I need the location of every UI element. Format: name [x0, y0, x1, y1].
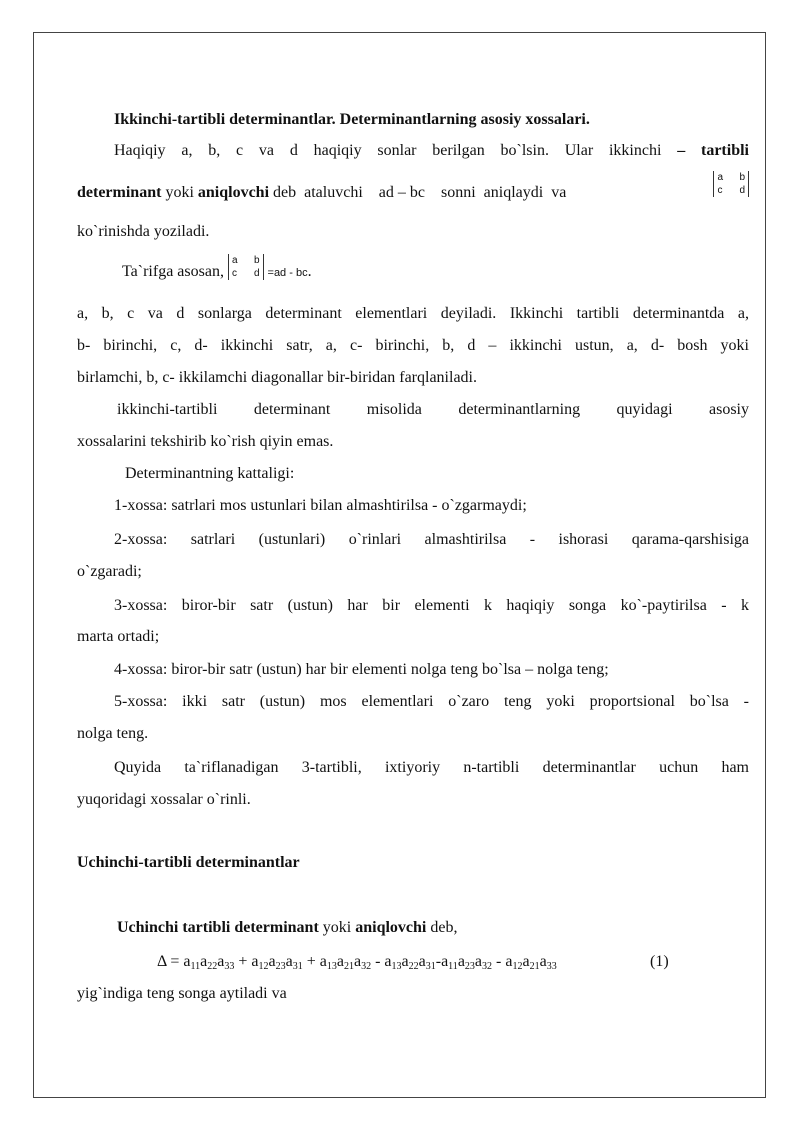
formula-term: a: [336, 953, 344, 970]
formula-subscript: 31: [425, 961, 436, 972]
property-5: 5-xossa: ikki satr (ustun) mos elementlari o`zaro teng yoki proportsional bo`lsa -: [114, 693, 749, 710]
section-heading-2: Uchinchi-tartibli determinantlar: [77, 854, 300, 871]
definition-line-2: Uchinchi tartibli determinant yoki aniqlovchi deb,: [117, 919, 458, 936]
formula-subscript: 11: [190, 961, 201, 972]
property-3-cont: marta ortadi;: [77, 628, 160, 645]
paragraph-line: Haqiqiy a, b, c va d haqiqiy sonlar berilgan bo`lsin. Ular ikkinchi – tartibli: [114, 142, 749, 159]
formula-term: a: [539, 953, 547, 970]
formula-term: + a: [302, 953, 327, 970]
property-5-cont: nolga teng.: [77, 725, 149, 742]
formula-term: a: [401, 953, 409, 970]
paragraph-line: xossalarini tekshirib ko`rish qiyin emas.: [77, 433, 334, 450]
paragraph-line: determinant yoki aniqlovchi deb ataluvchi ad – bc sonni aniqlaydi va a b c d: [77, 183, 749, 203]
formula-term: a: [217, 953, 225, 970]
definition-line: Ta`rifga asosan, a b c d =ad - bc.: [122, 255, 312, 280]
formula-subscript: 33: [224, 961, 235, 972]
property-3: 3-xossa: biror-bir satr (ustun) har bir elementi k haqiqiy songa ko`-paytirilsa - k: [114, 597, 749, 614]
paragraph-line: a, b, c va d sonlarga determinant elementlari deyiladi. Ikkinchi tartibli determinantda a,: [77, 305, 749, 322]
formula-subscript: 22: [408, 961, 419, 972]
equation-number: (1): [650, 953, 669, 970]
formula-term: a: [522, 953, 530, 970]
section-heading-1: Ikkinchi-tartibli determinantlar. Determinantlarning asosiy xossalari.: [114, 111, 590, 128]
property-1: 1-xossa: satrlari mos ustunlari bilan almashtirilsa - o`zgarmaydi;: [114, 497, 527, 514]
formula-term: a: [457, 953, 465, 970]
formula-subscript: 33: [546, 961, 557, 972]
formula-subscript: 11: [448, 961, 458, 972]
formula-term: a: [268, 953, 276, 970]
formula-subscript: 32: [361, 961, 372, 972]
paragraph-line: yuqoridagi xossalar o`rinli.: [77, 791, 251, 808]
formula-term: - a: [492, 953, 513, 970]
formula-subscript: 23: [275, 961, 286, 972]
formula-term: + a: [234, 953, 259, 970]
paragraph-line: Quyida ta`riflanadigan 3-tartibli, ixtiyoriy n-tartibli determinantlar uchun ham: [114, 759, 749, 776]
formula-term: -a: [435, 953, 449, 970]
formula-subscript: 21: [529, 961, 540, 972]
paragraph-line: birlamchi, b, c- ikkilamchi diagonallar bir-biridan farqlaniladi.: [77, 369, 477, 386]
paragraph-line: b- birinchi, c, d- ikkinchi satr, a, c- birinchi, b, d – ikkinchi ustun, a, d- bosh yoki: [77, 337, 749, 354]
formula-term: a: [418, 953, 426, 970]
formula-subscript: 32: [482, 961, 493, 972]
formula-term: Δ = a: [157, 953, 191, 970]
property-2-cont: o`zgaradi;: [77, 563, 142, 580]
formula-term: a: [200, 953, 208, 970]
formula-subscript: 13: [391, 961, 402, 972]
formula-subscript: 12: [258, 961, 269, 972]
determinant-2x2-inline: a b c d: [228, 254, 264, 280]
property-4: 4-xossa: biror-bir satr (ustun) har bir elementi nolga teng bo`lsa – nolga teng;: [114, 661, 609, 678]
property-2: 2-xossa: satrlari (ustunlari) o`rinlari almashtirilsa - ishorasi qarama-qarshisiga: [114, 531, 749, 548]
formula-subscript: 31: [292, 961, 303, 972]
formula-term: a: [353, 953, 362, 970]
determinant-2x2: a b c d: [713, 171, 749, 197]
formula-subscript: 13: [326, 961, 337, 972]
formula-subscript: 21: [343, 961, 354, 972]
formula-1: [157, 952, 557, 972]
paragraph-line: ikkinchi-tartibli determinant misolida determinantlarning quyidagi asosiy: [117, 401, 749, 418]
paragraph-line: ko`rinishda yoziladi.: [77, 223, 210, 240]
formula-subscript: 23: [464, 961, 475, 972]
paragraph-line: yig`indiga teng songa aytiladi va: [77, 985, 287, 1002]
formula-term: - a: [371, 953, 392, 970]
formula-term: a: [285, 953, 293, 970]
paragraph-line: Determinantning kattaligi:: [125, 465, 295, 482]
formula-term: a: [474, 953, 483, 970]
formula-subscript: 22: [207, 961, 218, 972]
formula-subscript: 12: [512, 961, 523, 972]
